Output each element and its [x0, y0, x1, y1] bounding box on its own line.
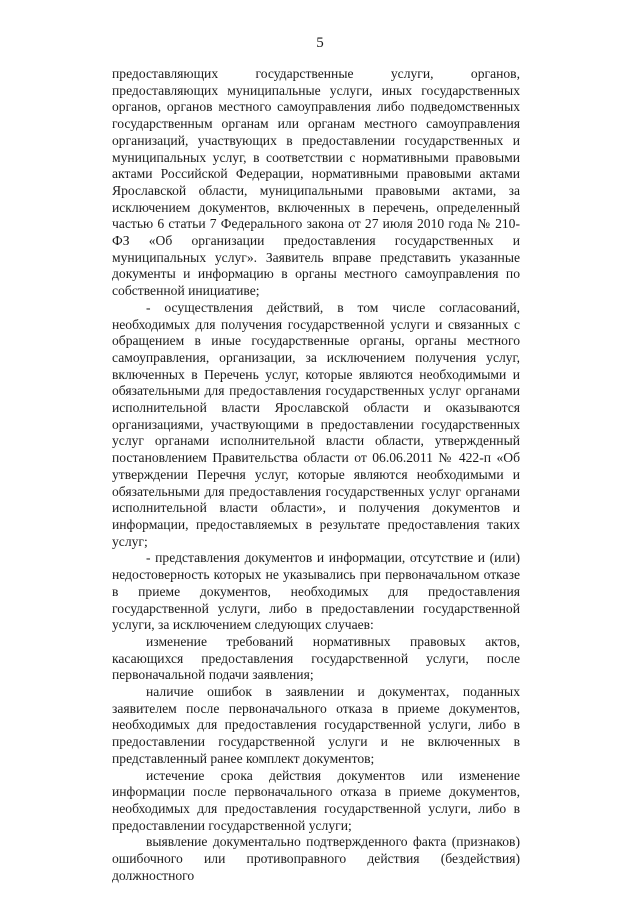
paragraph-case-expiry: истечение срока действия документов или изменение информации после первоначального отказа в приеме документов, необходимых для предоставления государственной услуги, либо в предоставлении государственной услуги;	[112, 767, 520, 833]
paragraph-documents-absence: - представления документов и информации, отсутствие и (или) недостоверность которых не указывались при первоначальном отказе в приеме документов, необходимых для предоставления государственной услуги, либо в предоставлении государственной услуги, за исключением следующих случаев:	[112, 550, 520, 633]
paragraph-case-wrongful-action: выявление документально подтвержденного факта (признаков) ошибочного или противоправного действия (бездействия) должностного	[112, 834, 520, 883]
paragraph-case-errors: наличие ошибок в заявлении и документах, поданных заявителем после первоначального отказа в приеме документов, необходимых для предоставления государственной услуги, либо в предоставлении государственной услуги и не включенных в представленный ранее комплект документов;	[112, 684, 520, 766]
paragraph-actions-approvals: - осуществления действий, в том числе согласований, необходимых для получения государственной услуги и связанных с обращением в иные государственные органы, органы местного самоуправления, организации, за исключением получения услуг, включенных в Перечень услуг, которые являются необходимыми и обязательными для предоставления государственных услуг органами исполнительной власти Ярославской области и оказываются организациями, участвующими в предоставлении государственных услуг органами исполнительной власти области, утвержденный постановлением Правительства области от 06.06.2011 № 422-п «Об утверждении Перечня услуг, которые являются необходимыми и обязательными для предоставления государственных услуг органами исполнительной власти области», и получения документов и информации, предоставляемых в результате предоставления таких услуг;	[112, 299, 520, 549]
paragraph-documents-list: предоставляющих государственные услуги, органов, предоставляющих муниципальные услуги, иных государственных органов, органов местного самоуправления либо подведомственных государственным органам или органам местного самоуправления организаций, участвующих в предоставлении государственных и муниципальных услуг, в соответствии с нормативными правовыми актами Российской Федерации, нормативными правовыми актами Ярославской области, муниципальными правовыми актами, за исключением документов, включенных в перечень, определенный частью 6 статьи 7 Федерального закона от 27 июля 2010 года № 210-ФЗ «Об организации предоставления государственных и муниципальных услуг». Заявитель вправе представить указанные документы и информацию в органы местного самоуправления по собственной инициативе;	[112, 66, 520, 299]
paragraph-case-requirements-change: изменение требований нормативных правовых актов, касающихся предоставления государственной услуги, после первоначальной подачи заявления;	[112, 633, 520, 683]
page-number: 5	[316, 35, 324, 51]
document-body	[112, 66, 520, 884]
